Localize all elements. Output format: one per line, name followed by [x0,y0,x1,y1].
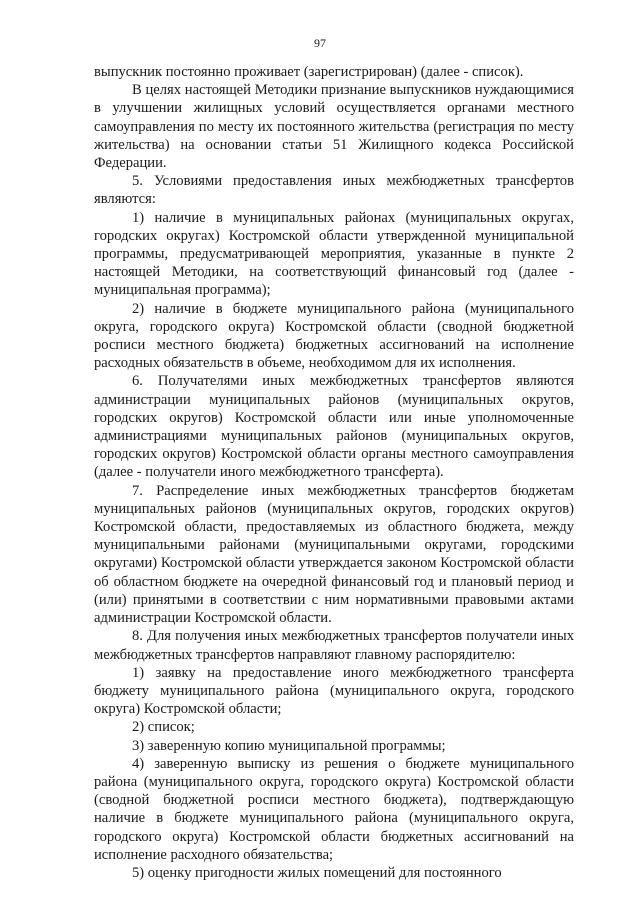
paragraph-item-6: 6. Получателями иных межбюджетных трансфертов являются администрации муниципальных районов (муниципальных округов, городских округов) Костромской области или иные уполномоченные администрациями муниципальных районов (муниципальных округов, городских округов) Костромской области органы местного самоуправления (далее - получатели иного межбюджетного трансферта). [94,373,574,481]
paragraph-continuation: выпускник постоянно проживает (зарегистрирован) (далее - список). [94,64,524,80]
paragraph-item-8-2: 2) список; [132,719,195,736]
paragraph-item-5: 5. Условиями предоставления иных межбюджетных трансфертов являются: [94,173,574,208]
paragraph-item-5-1: 1) наличие в муниципальных районах (муниципальных округах, городских округах) Костромской области утвержденной муниципальной программы, предусматривающей мероприятия, указанные в пункте 2 настоящей Методики, на соответствующий финансовый год (далее - муниципальная программа); [94,209,574,299]
paragraph-item-7: 7. Распределение иных межбюджетных трансфертов бюджетам муниципальных районов (муниципальных округов, городских округов) Костромской области, предоставляемых из областного бюджета, между муниципальными районами (муниципальными округами, городскими округами) Костромской области утверждается законом Костромской области об областном бюджете на очередной финансовый год и плановый период и (или) принятыми в соответствии с ним нормативными правовыми актами администрации Костромской области. [94,482,574,627]
document-body [94,63,574,882]
paragraph-item-8-4: 4) заверенную выписку из решения о бюджете муниципального района (муниципального округа, городского округа) Костромской области (сводной бюджетной росписи местного бюджета), подтверждающую наличие в бюджете муниципального района (муниципального округа, городского округа) Костромской области бюджетных ассигнований на исполнение расходного обязательства; [94,755,574,863]
paragraph-item-8-5: 5) оценку пригодности жилых помещений для постоянного [132,864,502,881]
paragraph-item-8-1: 1) заявку на предоставление иного межбюджетного трансферта бюджету муниципального района (муниципального округа, городского округа) Костромской области; [94,664,574,718]
paragraph-item-8-3: 3) заверенную копию муниципальной программы; [132,737,446,754]
paragraph-item-5-2: 2) наличие в бюджете муниципального района (муниципального округа, городского округа) Костромской области (сводной бюджетной росписи местного бюджета) бюджетных ассигнований на исполнение расходных обязательств в объеме, необходимом для их исполнения. [94,300,574,372]
paragraph-methodology-purpose: В целях настоящей Методики признание выпускников нуждающимися в улучшении жилищных условий осуществляется органами местного самоуправления по месту их постоянного жительства (регистрация по месту жительства) на основании статьи 51 Жилищного кодекса Российской Федерации. [94,82,574,172]
page-number: 97 [314,36,326,50]
paragraph-item-8: 8. Для получения иных межбюджетных трансфертов получатели иных межбюджетных трансфертов направляют главному распорядителю: [94,628,574,663]
